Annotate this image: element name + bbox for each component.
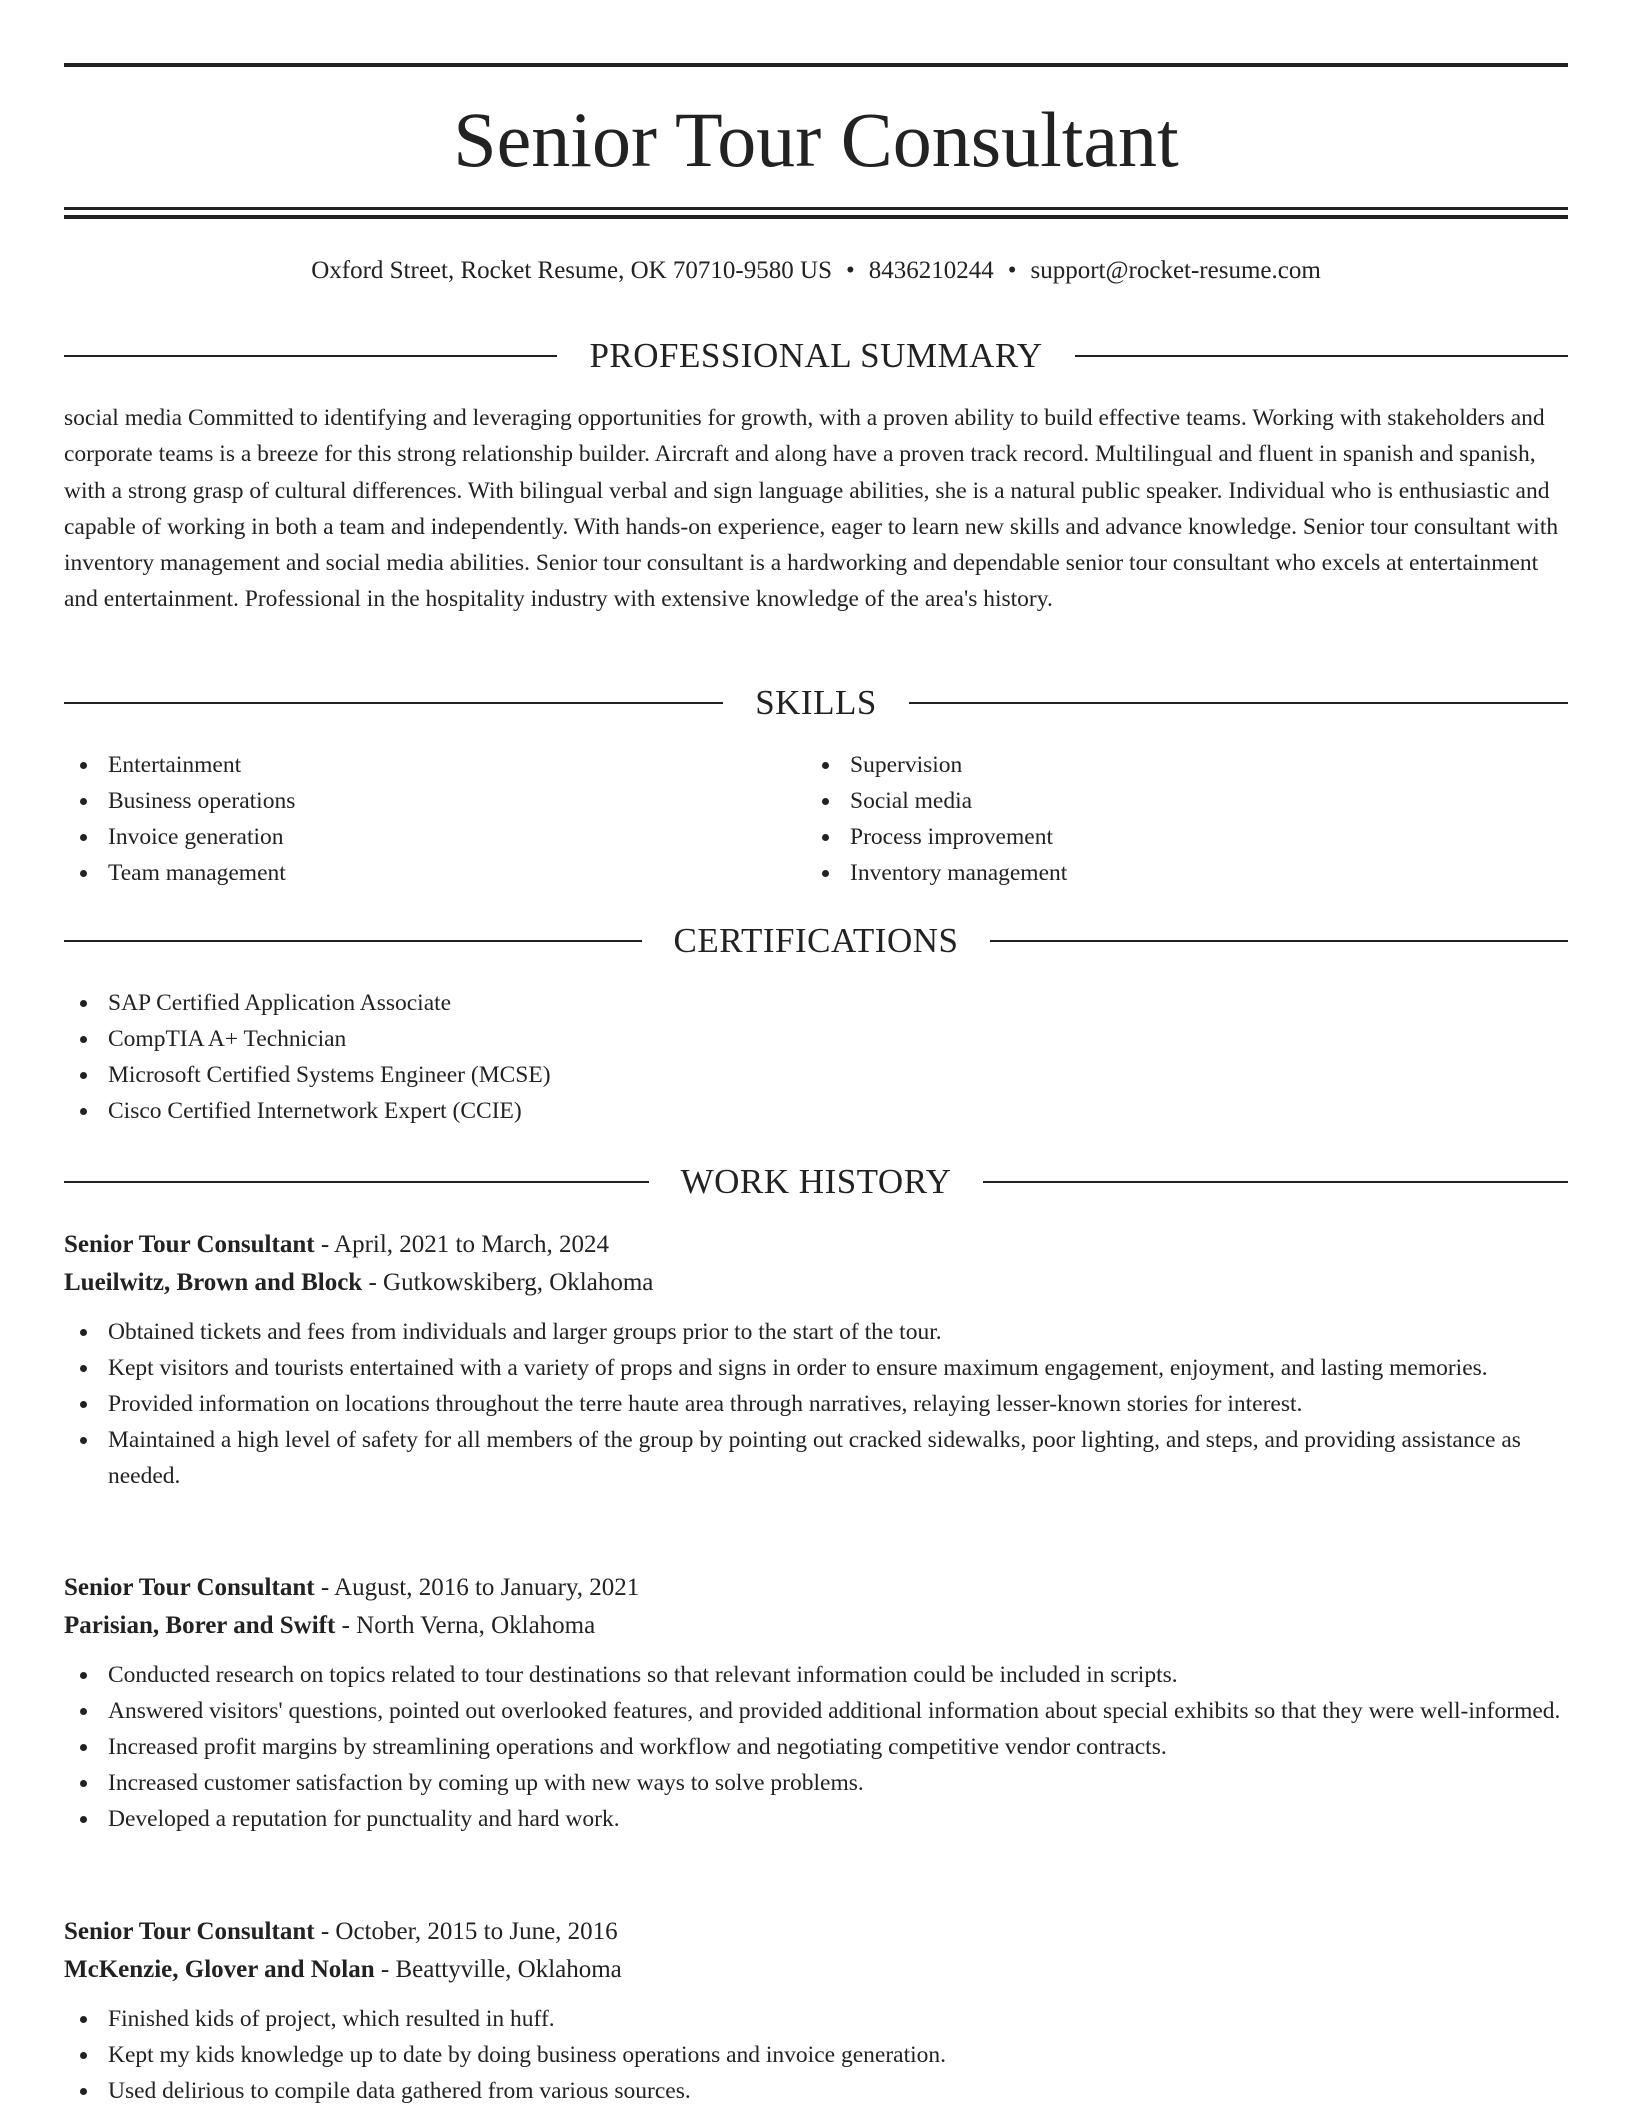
job-bullet: Kept visitors and tourists entertained with a variety of props and signs in order to ensure maximum engagement, enjoyment, and lasting memories.: [64, 1350, 1568, 1386]
skill-item: Social media: [806, 783, 1506, 819]
heading-rule: [64, 702, 723, 704]
section-heading-skills: [64, 681, 1568, 725]
skill-item: Business operations: [64, 783, 764, 819]
heading-rule: [1075, 355, 1568, 357]
section-title: PROFESSIONAL SUMMARY: [589, 336, 1043, 375]
job-dates: - August, 2016 to January, 2021: [320, 1574, 640, 1601]
skill-item: Supervision: [806, 747, 1506, 783]
job-entry: [64, 1226, 1568, 1494]
job-entry: [64, 1569, 1568, 1837]
job-dates: - April, 2021 to March, 2024: [320, 1231, 609, 1258]
job-company: McKenzie, Glover and Nolan: [64, 1956, 375, 1983]
job-bullets: [64, 1314, 1568, 1494]
summary-text: social media Committed to identifying and leveraging opportunities for growth, with a proven ability to build effective teams. Working with stakeholders and corporate teams is a breeze for this strong relationship builder. Aircraft and along have a proven track record. Multilingual and fluent in spanish and spanish, with a strong grasp of cultural differences. With bilingual verbal and sign language abilities, she is a natural public speaker. Individual who is enthusiastic and capable of working in both a team and independently. With hands-on experience, eager to learn new skills and advance knowledge. Senior tour consultant with inventory management and social media abilities. Senior tour consultant is a hardworking and dependable senior tour consultant who excels at entertainment and entertainment. Professional in the hospitality industry with extensive knowledge of the area's history.: [64, 405, 1559, 613]
heading-rule: [64, 1181, 649, 1183]
job-bullet: Obtained tickets and fees from individuals and larger groups prior to the start of the tour.: [64, 1314, 1568, 1350]
heading-rule: [64, 355, 557, 357]
heading-rule: [983, 1181, 1568, 1183]
job-bullet: Maintained a high level of safety for all members of the group by pointing out cracked sidewalks, poor lighting, and steps, and providing assistance as needed.: [64, 1422, 1568, 1494]
job-bullet: Kept my kids knowledge up to date by doing business operations and invoice generation.: [64, 2037, 1568, 2073]
job-entry: [64, 1913, 1568, 2109]
job-bullets: [64, 1657, 1568, 1837]
job-company-line: [64, 1607, 1568, 1645]
section-title: WORK HISTORY: [680, 1162, 952, 1201]
certification-item: SAP Certified Application Associate: [64, 985, 1568, 1021]
certification-item: Cisco Certified Internetwork Expert (CCIE): [64, 1093, 1568, 1129]
job-title: Senior Tour Consultant: [64, 1918, 315, 1945]
job-dates: - October, 2015 to June, 2016: [320, 1918, 618, 1945]
section-heading-work-history: [64, 1160, 1568, 1204]
contact-address: Oxford Street, Rocket Resume, OK 70710-9580 US: [311, 257, 832, 284]
job-bullet: Used delirious to compile data gathered from various sources.: [64, 2073, 1568, 2109]
contact-separator: •: [1007, 257, 1017, 284]
job-location: - Beattyville, Oklahoma: [380, 1956, 622, 1983]
job-company-line: [64, 1264, 1568, 1302]
skills-list-left: [64, 747, 764, 891]
certifications-list: [64, 985, 1568, 1129]
heading-rule: [990, 940, 1568, 942]
job-company: Parisian, Borer and Swift: [64, 1612, 336, 1639]
skills-list-right: [806, 747, 1506, 891]
job-bullet: Increased profit margins by streamlining operations and workflow and negotiating competitive vendor contracts.: [64, 1729, 1568, 1765]
contact-line: [64, 254, 1568, 288]
contact-phone: 8436210244: [868, 257, 994, 284]
job-bullet: Increased customer satisfaction by coming up with new ways to solve problems.: [64, 1765, 1568, 1801]
contact-email: support@rocket-resume.com: [1030, 257, 1321, 284]
job-title-line: [64, 1226, 1568, 1264]
skill-item: Entertainment: [64, 747, 764, 783]
section-title: CERTIFICATIONS: [673, 921, 959, 960]
job-title-line: [64, 1913, 1568, 1951]
skill-item: Invoice generation: [64, 819, 764, 855]
title-rule-lower: [64, 215, 1568, 219]
job-bullet: Answered visitors' questions, pointed out overlooked features, and provided additional information about special exhibits so that they were well-informed.: [64, 1693, 1568, 1729]
job-title: Senior Tour Consultant: [64, 1574, 315, 1601]
job-company-line: [64, 1951, 1568, 1989]
skill-item: Inventory management: [806, 855, 1506, 891]
page-title: Senior Tour Consultant: [453, 96, 1179, 183]
job-title-line: [64, 1569, 1568, 1607]
job-bullet: Developed a reputation for punctuality and hard work.: [64, 1801, 1568, 1837]
contact-separator: •: [845, 257, 855, 284]
job-location: - Gutkowskiberg, Oklahoma: [368, 1269, 654, 1296]
certification-item: CompTIA A+ Technician: [64, 1021, 1568, 1057]
job-bullet: Provided information on locations throughout the terre haute area through narratives, relaying lesser-known stories for interest.: [64, 1386, 1568, 1422]
title-rule-upper: [64, 207, 1568, 210]
section-heading-summary: [64, 334, 1568, 378]
section-heading-certifications: [64, 919, 1568, 963]
job-bullet: Conducted research on topics related to tour destinations so that relevant information could be included in scripts.: [64, 1657, 1568, 1693]
job-title: Senior Tour Consultant: [64, 1231, 315, 1258]
section-title: SKILLS: [755, 683, 877, 722]
job-bullets: [64, 2001, 1568, 2109]
top-rule: [64, 63, 1568, 67]
skill-item: Process improvement: [806, 819, 1506, 855]
heading-rule: [909, 702, 1568, 704]
job-company: Lueilwitz, Brown and Block: [64, 1269, 363, 1296]
certification-item: Microsoft Certified Systems Engineer (MCSE): [64, 1057, 1568, 1093]
heading-rule: [64, 940, 642, 942]
job-location: - North Verna, Oklahoma: [341, 1612, 596, 1639]
skill-item: Team management: [64, 855, 764, 891]
job-bullet: Finished kids of project, which resulted in huff.: [64, 2001, 1568, 2037]
